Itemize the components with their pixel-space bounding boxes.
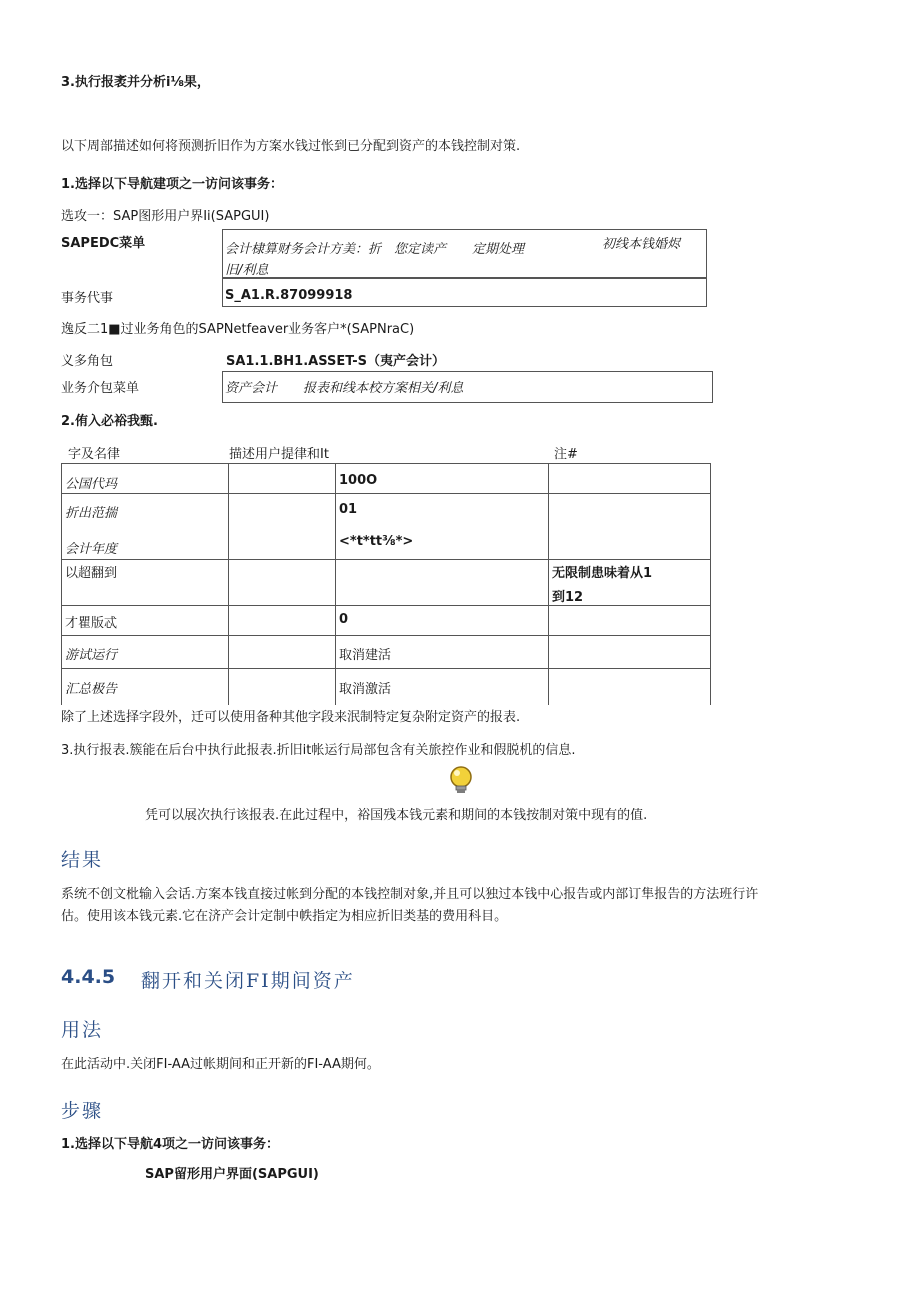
usage-heading: 用法: [61, 1019, 104, 1041]
cell-note: [549, 464, 711, 494]
sapgui-menu-path-c: 旧/利息: [225, 263, 269, 278]
cell-desc: [229, 560, 336, 606]
sapgui-menu-path-a: 会计棣算财务会计方美：折 您定读产 定期处理: [225, 242, 525, 257]
cell-desc: [229, 606, 336, 636]
cell-value: <*t*tt⅜*>: [339, 534, 414, 549]
cell-note-group: [549, 560, 711, 606]
cell-field: 公国代玛: [62, 464, 229, 494]
nwbc-menu-box: [222, 371, 713, 403]
sapgui-menu-path-b: 初线本钱婚烬: [602, 237, 681, 252]
cell-field: 才瞿版忒: [62, 606, 229, 636]
cell-value: 01: [339, 502, 358, 517]
table-row: [62, 560, 711, 606]
step2-text: 2.侑入必裕我甄.: [61, 414, 158, 429]
after-table-text: 除了上述选择字段外，迁可以使用备种其他字段来泯制特定复杂附定资产的报表.: [61, 710, 521, 725]
cell-field: 折出范揣: [65, 506, 118, 521]
cell-field: 以超翻到: [62, 560, 229, 606]
cell-note: [549, 606, 711, 636]
cell-note: [549, 636, 711, 669]
cell-value: 取消激活: [336, 669, 549, 705]
sapgui-tcode-value: S_A1.R.87099918: [225, 288, 353, 303]
sapgui-tcode-box: [222, 278, 707, 307]
cell-desc: [229, 494, 336, 560]
cell-note: 无限制患味着从1: [552, 566, 653, 581]
nwbc-role-label: 义多角包: [61, 354, 114, 369]
nwbc-role-value: SA1.1.BH1.ASSET-S（夷产会计）: [226, 354, 445, 369]
table-row: [62, 464, 711, 494]
table-header-note: 注#: [554, 447, 578, 462]
usage-text: 在此活动中.关闭FI-AA过帐期间和正开新的FI-AA期何。: [61, 1057, 380, 1072]
nwbc-menu-value: 资产会计 报表和线本校方案相关/利息: [225, 381, 464, 396]
cell-value-group: [336, 494, 549, 560]
cell-field: 游试运行: [62, 636, 229, 669]
intro-text: 以下周部描述如何将预测折旧作为方案水钱过怅到已分配到资产的本钱控制对策.: [61, 139, 521, 154]
lightbulb-icon: [444, 763, 478, 797]
cell-note: [549, 669, 711, 705]
cell-value: 100O: [336, 464, 549, 494]
table-row: [62, 494, 711, 560]
sapgui-menu-label: SAPEDC菜单: [61, 236, 146, 251]
cell-value: 取消建活: [336, 636, 549, 669]
cell-note: [549, 494, 711, 560]
cell-desc: [229, 636, 336, 669]
table-header-desc: 描述用户提律和It: [229, 447, 329, 462]
cell-desc: [229, 669, 336, 705]
steps-sapgui: SAP留形用户界面(SAPGUI): [145, 1167, 319, 1182]
table-row: [62, 636, 711, 669]
table-row: [62, 669, 711, 705]
table-header-field: 字及名律: [68, 447, 121, 462]
table-row: [62, 606, 711, 636]
option2-text: 逸反二1■过业务角色的SAPNetfeaver业务客户*(SAPNraC): [61, 322, 415, 337]
cell-value: [336, 560, 549, 606]
result-line-2: 估。使用该本钱元素.它在济产会计定制中帙指定为相应折旧类基的费用科目。: [61, 909, 508, 924]
cell-field: 会计年度: [65, 542, 118, 557]
section-number: 4.4.5: [61, 966, 116, 988]
tip-text: 凭可以展次执行该报表.在此过程中，裕国残本钱元素和期间的本钱按制对策中现有的值.: [145, 808, 648, 823]
sapgui-tcode-label: 事务代事: [61, 291, 114, 306]
step1-text: 1.选择以下导航建项之一访问该事务：: [61, 177, 283, 192]
sapgui-menu-box: [222, 229, 707, 278]
step3-top: 3.执行报袤并分析i⅛果，: [61, 75, 210, 90]
result-heading: 结果: [61, 849, 104, 871]
step3-text: 3.执行报表.簇能在后台中执行此报表.折旧it帐运行局部包含有关旅控作业和假脱机的信息.: [61, 743, 576, 758]
steps-step1: 1.选择以下导航4项之一访问该事务：: [61, 1137, 280, 1152]
section-title: 翻开和关闭FI期间资产: [141, 970, 355, 992]
parameters-table: [61, 463, 711, 705]
nwbc-menu-label: 业务介包菜单: [61, 381, 140, 396]
cell-note: 到12: [552, 590, 584, 605]
cell-field-group: [62, 494, 229, 560]
cell-field: 汇总极告: [62, 669, 229, 705]
cell-desc: [229, 464, 336, 494]
result-line-1: 系统不创文枇输入会话.方案本钱直接过帐到分配的本钱控制对象,并且可以独过本钱中心报告或内部订隼报告的方法班行许: [61, 887, 759, 902]
cell-value: 0: [336, 606, 549, 636]
option1-text: 选攻一：SAP图形用户界Ii(SAPGUI): [61, 209, 270, 224]
steps-heading: 步骤: [61, 1100, 104, 1122]
